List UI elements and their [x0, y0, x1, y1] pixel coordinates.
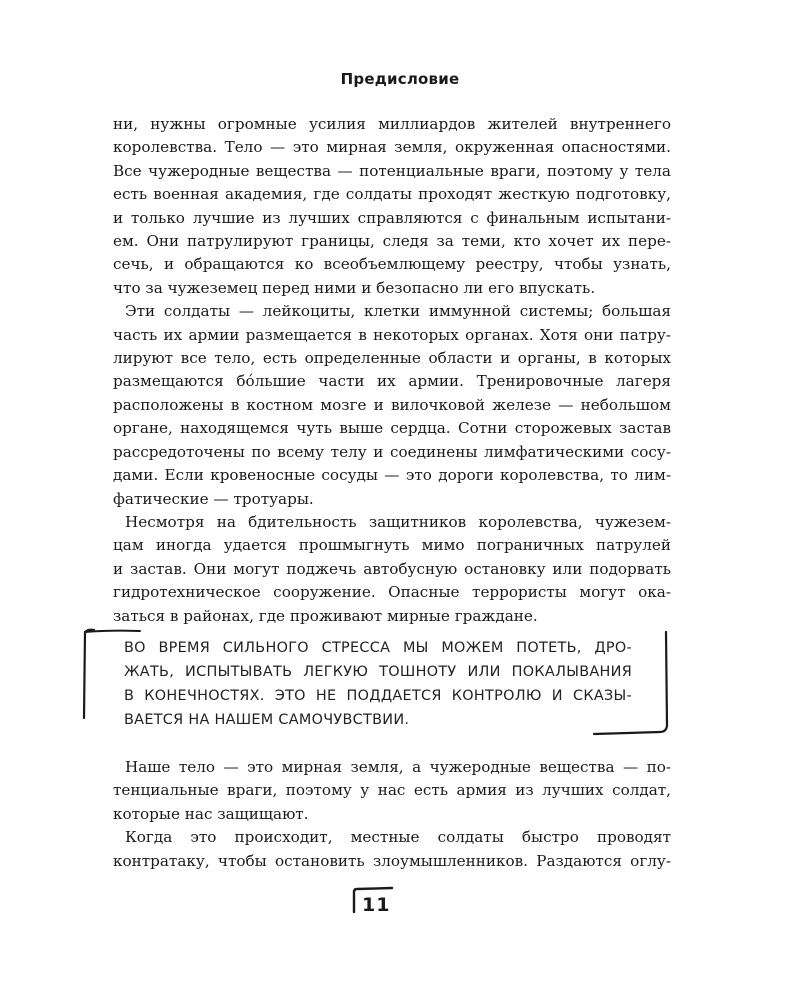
- text-line: которые нас защищают.: [113, 804, 309, 823]
- text-line: фатические — тротуары.: [113, 489, 314, 508]
- paragraph: [113, 511, 671, 628]
- text-line: ни, нужны огромные усилия миллиардов жителей внутреннего: [113, 115, 671, 133]
- text-line: Все чужеродные вещества — потенциальные враги, поэтому у тела: [113, 161, 671, 180]
- text-line: размещаются бóльшие части их армии. Тренировочные лагеря: [113, 372, 671, 391]
- text-line: органе, находящемся чуть выше сердца. Сотни сторожевых застав: [113, 419, 671, 438]
- text-line: ем. Они патрулируют границы, следя за теми, кто хочет их пере-: [113, 232, 671, 251]
- text-line: Когда это происходит, местные солдаты быстро проводят: [125, 828, 671, 847]
- pull-quote: [80, 626, 670, 738]
- text-line: лируют все тело, есть определенные области и органы, в которых: [113, 349, 671, 368]
- text-line: тенциальные враги, поэтому у нас есть армия из лучших солдат,: [113, 781, 671, 800]
- text-line: контратаку, чтобы остановить злоумышленников. Раздаются оглу-: [113, 851, 671, 870]
- page-number: [348, 886, 408, 920]
- text-line: заться в районах, где проживают мирные граждане.: [113, 606, 538, 625]
- text-line: что за чужеземец перед ними и безопасно ли его впускать.: [113, 278, 596, 297]
- paragraph: [113, 826, 671, 873]
- text-line: дами. Если кровеносные сосуды — это дороги королевства, то лим-: [113, 466, 671, 485]
- quote-line: ВАЕТСЯ НА НАШЕМ САМОЧУВСТВИИ.: [124, 712, 410, 728]
- text-line: Эти солдаты — лейкоциты, клетки иммунной системы; большая: [125, 302, 671, 321]
- text-line: часть их армии размещается в некоторых органах. Хотя они патру-: [113, 325, 671, 344]
- text-line: цам иногда удается прошмыгнуть мимо пограничных патрулей: [113, 536, 671, 555]
- text-line: и застав. Они могут поджечь автобусную остановку или подорвать: [113, 559, 671, 578]
- text-line: сечь, и обращаются ко всеобъемлющему реестру, чтобы узнать,: [113, 255, 671, 274]
- body-text-bottom: [113, 756, 671, 873]
- text-line: Наше тело — это мирная земля, а чужеродные вещества — по-: [125, 758, 671, 776]
- text-line: расположены в костном мозге и вилочковой железе — небольшом: [113, 395, 671, 414]
- quote-line: ВО ВРЕМЯ СИЛЬНОГО СТРЕССА МЫ МОЖЕМ ПОТЕТЬ, ДРО-: [124, 640, 632, 656]
- quote-line: ЖАТЬ, ИСПЫТЫВАТЬ ЛЕГКУЮ ТОШНОТУ ИЛИ ПОКАЛЫВАНИЯ: [124, 664, 632, 680]
- running-head: Предисловие: [340, 70, 460, 88]
- text-line: королевства. Тело — это мирная земля, окруженная опасностями.: [113, 138, 671, 157]
- text-line: и только лучшие из лучших справляются с финальным испытани-: [113, 208, 671, 227]
- paragraph: [113, 756, 671, 826]
- quote-line: В КОНЕЧНОСТЯХ. ЭТО НЕ ПОДДАЕТСЯ КОНТРОЛЮ И СКАЗЫ-: [124, 688, 632, 704]
- quote-text: [124, 636, 632, 732]
- paragraph: [113, 113, 671, 300]
- text-line: рассредоточены по всему телу и соединены лимфатическими сосу-: [113, 442, 671, 461]
- text-line: есть военная академия, где солдаты проходят жесткую подготовку,: [113, 185, 671, 204]
- page-number-text: 11: [362, 894, 391, 916]
- body-text-top: [113, 113, 671, 628]
- text-line: Несмотря на бдительность защитников королевства, чужезем-: [125, 512, 671, 531]
- text-line: гидротехническое сооружение. Опасные террористы могут ока-: [113, 583, 671, 602]
- paragraph: [113, 300, 671, 511]
